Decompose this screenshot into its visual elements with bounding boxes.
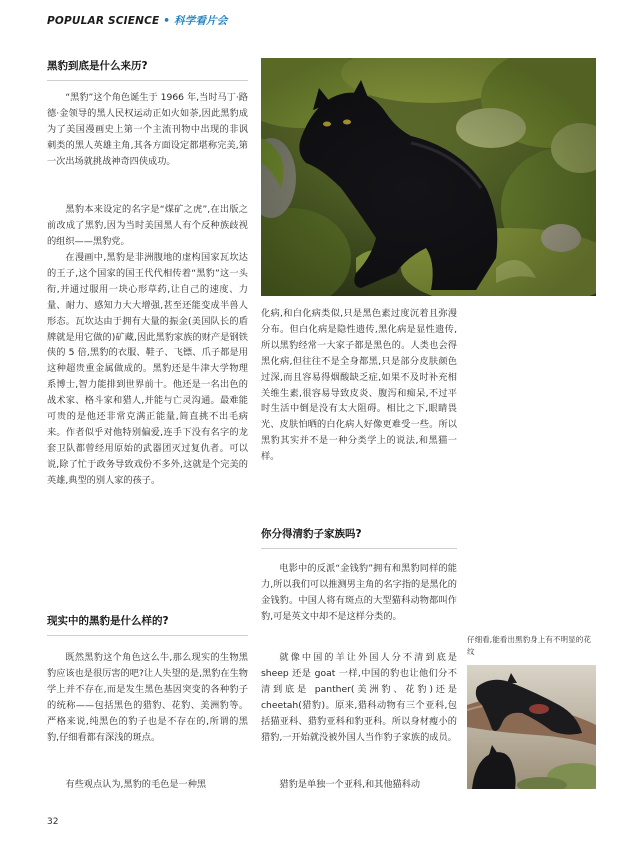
brand-name: POPULAR SCIENCE <box>47 15 160 27</box>
heading-panther-family: 你分得清豹子家族吗? <box>261 528 362 540</box>
article-paragraph: 电影中的反派“金钱豹”拥有和黑豹同样的能力,所以我们可以推测男主角的名字指的是黑化的金钱豹。中国人将有斑点的大型猫科动物都叫作豹,可是英文中却不是这样分类的。 <box>261 563 457 622</box>
page-number: 32 <box>47 817 59 827</box>
heading-real-panther: 现实中的黑豹是什么样的? <box>47 615 169 627</box>
article-paragraph: 既然黑豹这个角色这么牛,那么现实的生物黑豹应该也是很厉害的吧?让人失望的是,黑豹在生物学上并不存在,而是发生黑色基因突变的各种豹子的统称——包括黑色的猎豹、花豹、美洲豹等。严格来说,纯黑色的豹子也是不存在的,所谓的黑豹,仔细看都有深浅的斑点。 <box>47 652 248 743</box>
heading-divider <box>47 635 248 636</box>
photo-caption: 仔细看,能看出黑豹身上有不明显的花纹 <box>467 635 591 656</box>
heading-divider <box>261 548 457 549</box>
heading-origin: 黑豹到底是什么来历? <box>47 60 148 72</box>
article-paragraph: 化病,和白化病类似,只是黑色素过度沉着且弥漫分布。但白化病是隐性遗传,黑化病是显性遗传,所以黑豹经常一大家子都是黑色的。人类也会得黑化病,但往往不是全身都黑,只是部分皮肤颜色过深,而且容易得烟酸缺乏症,如果不及时补充相关维生素,很容易导致皮炎、腹泻和痴呆,不过平时生活中倒是没有太大阻碍。相比之下,眼睛畏光、皮肤怕晒的白化病人好像更难受一些。所以黑豹其实并不是一种分类学上的说法,和黑猫一样。 <box>261 308 457 463</box>
article-paragraph: 猎豹是单独一个亚科,和其他猫科动 <box>279 779 421 790</box>
article-paragraph: 黑豹本来设定的名字是“煤矿之虎”,在出版之前改成了黑豹,因为当时美国黑人有个反种族歧视的组织——黑豹党。 <box>47 204 248 247</box>
article-paragraph: “黑豹”这个角色诞生于 1966 年,当时马丁·路德·金领导的黑人民权运动正如火如荼,因此黑豹成为了美国漫画史上第一个主流刊物中出现的非讽刺类的黑人英雄主角,其各方面设定都堪称完美,第一次出场就挑战神奇四侠成功。 <box>47 92 248 167</box>
magazine-header <box>47 13 228 28</box>
heading-divider <box>47 80 248 81</box>
article-paragraph: 在漫画中,黑豹是非洲腹地的虚构国家瓦坎达的王子,这个国家的国王代代相传着“黑豹”这一头衔,并通过服用一块心形草药,让自己的速度、力量、耐力、感知力大大增强,甚至还能变成半兽人形态。瓦坎达由于拥有大量的振金(美国队长的盾牌就是用它做的)矿藏,因此黑豹家族的财产是钢铁侠的 5 倍,黑豹的衣服、鞋子、飞镖、爪子都是用这种超贵重金属做成的。黑豹还是牛津大学物理系博士,智力能排到世界前十。他还是一名出色的战术家、格斗家和猎人,并能与亡灵沟通。最难能可贵的是他还非常克满正能量,简直挑不出毛病来。作者似乎对他特别偏爱,连手下没有名字的龙套卫队都曾经用原始的武器团灭过复仇者。可以说,除了忙于政务导致戏份不多外,这就是个完美的英雄,典型的别人家的孩子。 <box>47 252 248 486</box>
panther-branch-photo <box>467 665 596 789</box>
black-panther-photo <box>261 58 596 296</box>
article-paragraph: 就像中国的羊让外国人分不清到底是 sheep 还是 goat 一样,中国的豹也让他们分不清到底是 panther(美洲豹、花豹)还是 cheetah(猎豹)。原来,猎科动物有三个亚科,包括猫亚科、猎豹亚科和豹亚科。所以身材瘦小的猎豹,一开始就没被外国人当作豹子家族的成员。 <box>261 652 457 743</box>
header-separator: • <box>163 15 171 27</box>
section-name: 科学看片会 <box>174 15 228 27</box>
article-paragraph: 有些观点认为,黑豹的毛色是一种黑 <box>65 779 207 790</box>
